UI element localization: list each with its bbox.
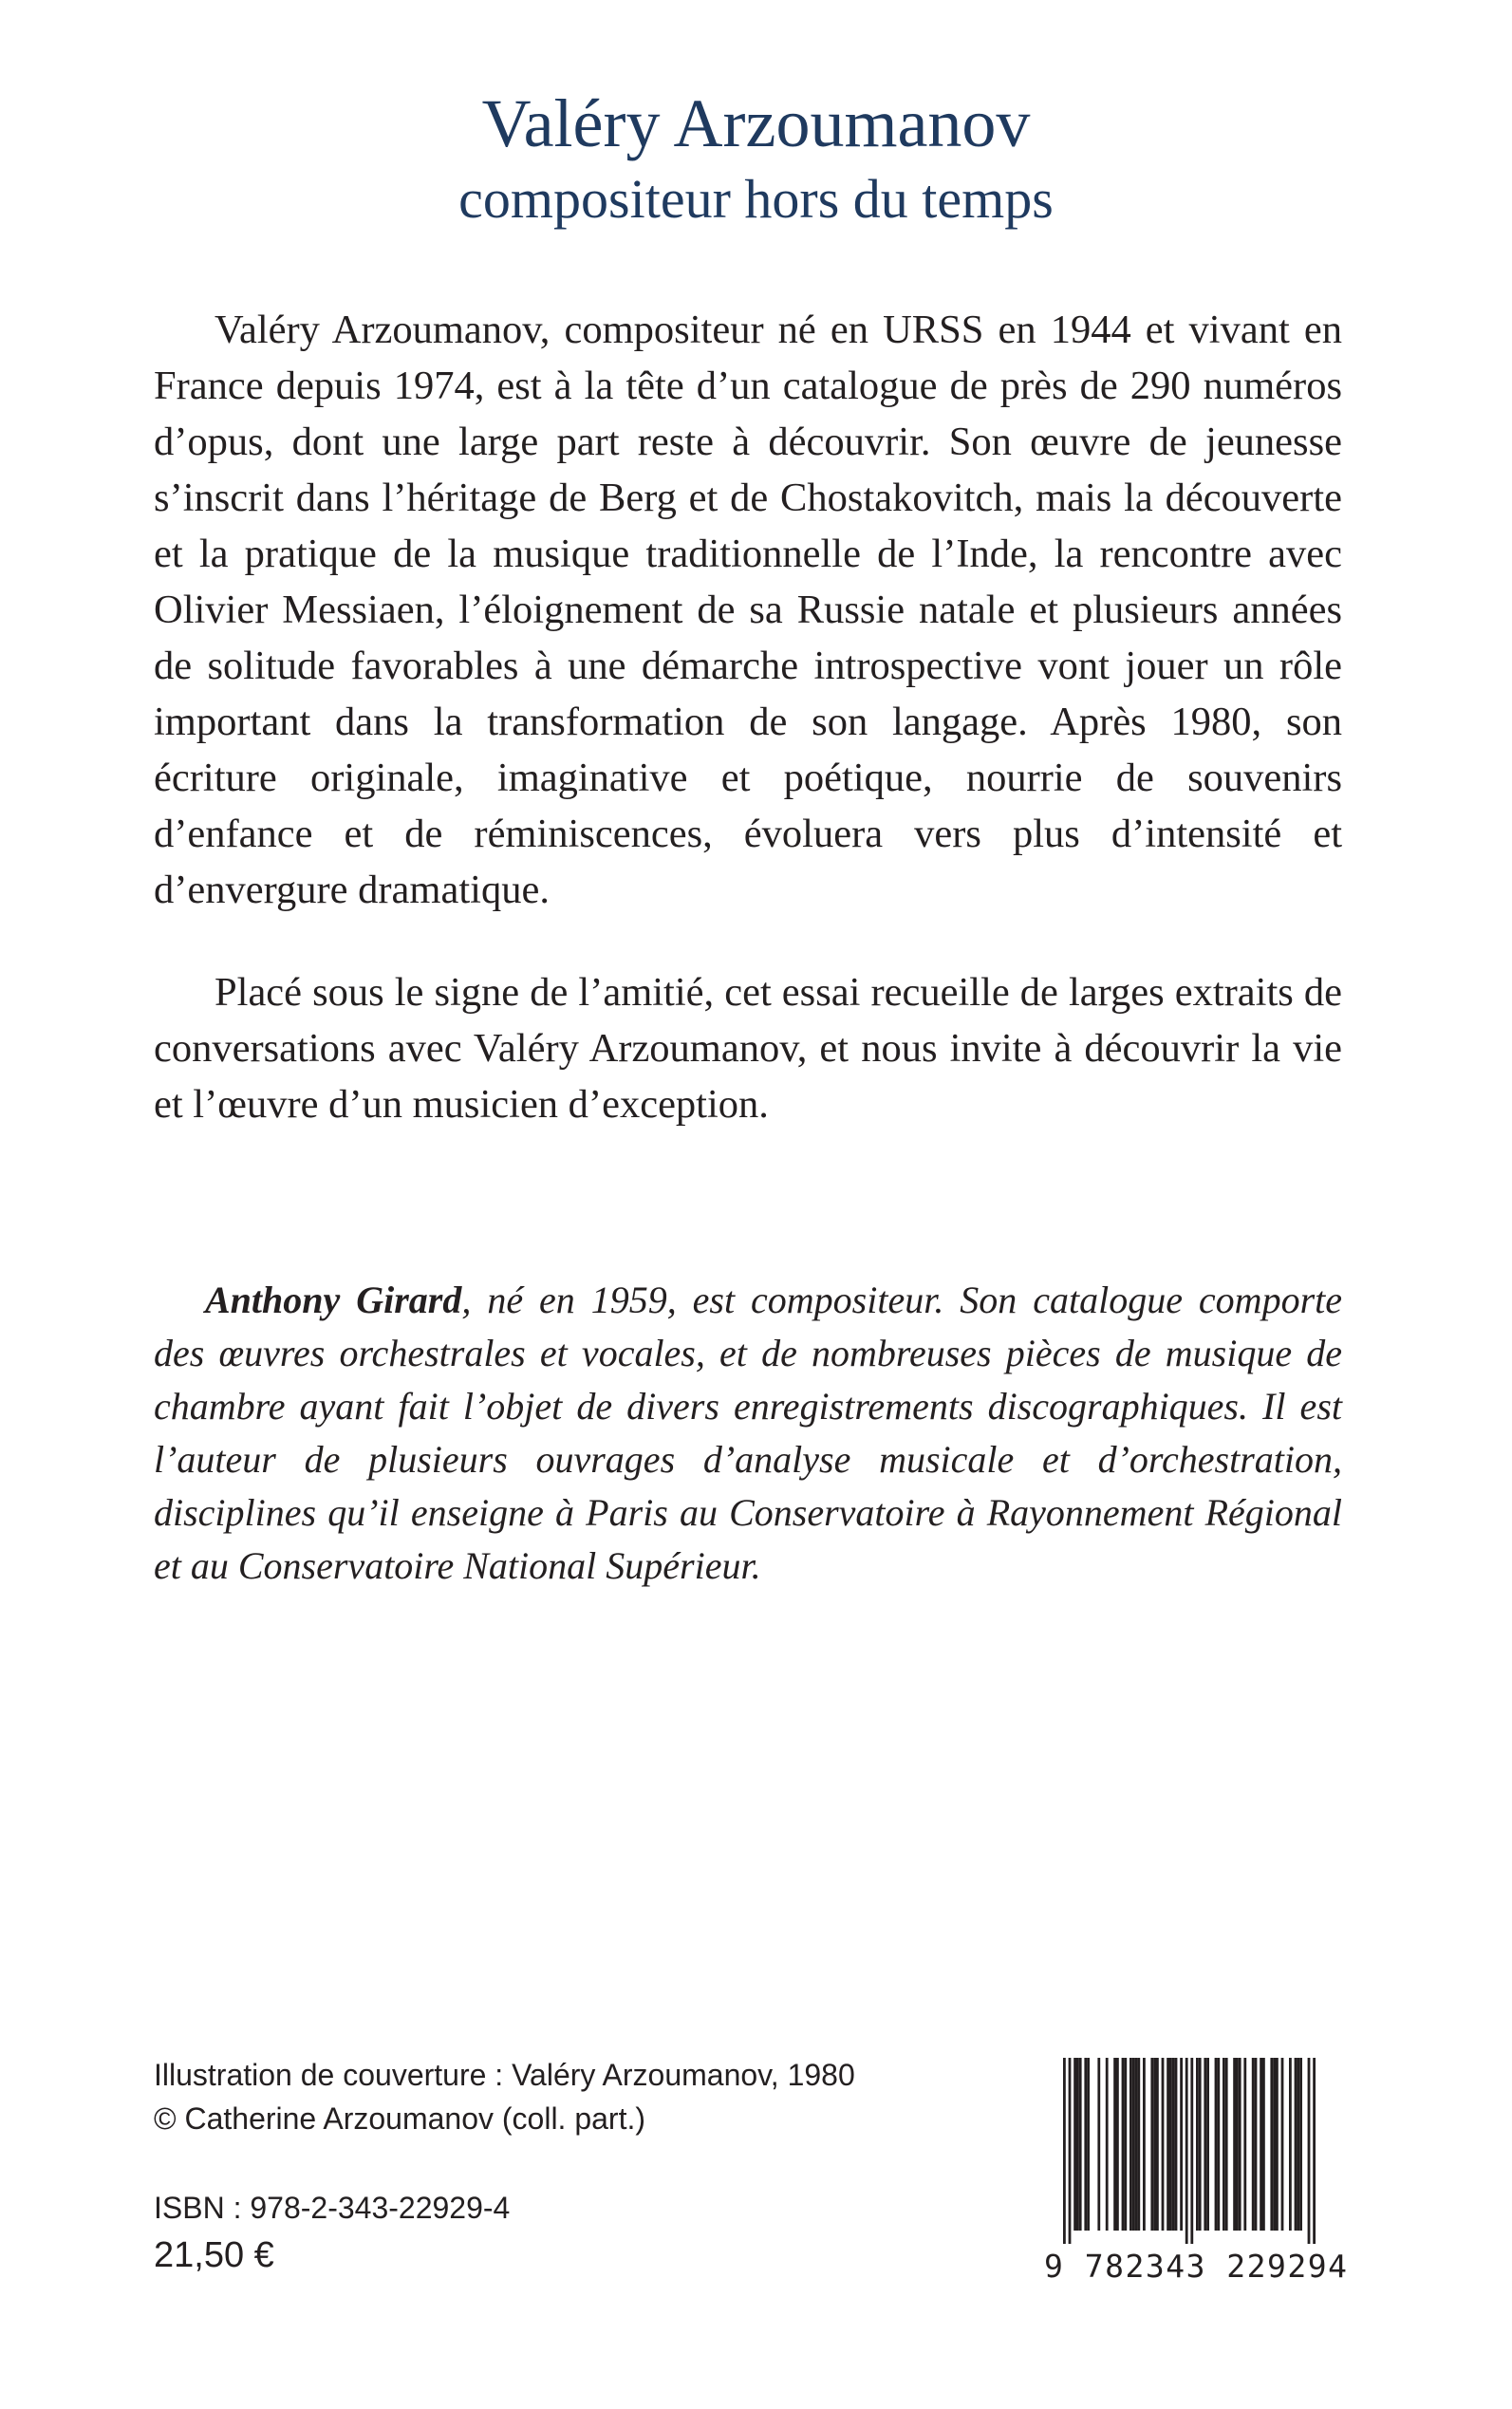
summary-paragraph-2: Placé sous le signe de l’amitié, cet essai recueille de larges extraits de conversations avec Valéry Arzoumanov, et nous invite à découvrir la vie et l’œuvre d’un musicien d’exception.	[154, 970, 1342, 1127]
barcode-bar	[1143, 2058, 1146, 2231]
barcode-bar	[1236, 2058, 1239, 2231]
barcode-bar	[1225, 2058, 1228, 2231]
barcode-bar	[1233, 2058, 1236, 2231]
barcode-digits: 9 782343 229294	[1044, 2248, 1349, 2285]
barcode-bar	[1243, 2058, 1246, 2231]
book-title: Valéry Arzoumanov	[481, 85, 1031, 161]
barcode-bar	[1270, 2058, 1273, 2231]
barcode-bar	[1262, 2058, 1265, 2231]
barcode-bar	[1297, 2058, 1299, 2231]
barcode-bar	[1190, 2058, 1193, 2244]
barcode-bar	[1199, 2058, 1202, 2231]
barcode-bar	[1079, 2058, 1082, 2231]
barcode-bar	[1295, 2058, 1297, 2231]
book-subtitle: compositeur hors du temps	[458, 168, 1054, 230]
author-bio-text: , né en 1959, est compositeur. Son catalogue comporte des œuvres orchestrales et vocales, et de nombreuses pièces de musique de chambre ayant fait l’objet de divers enregistrements discographiques. Il est l’auteur de plusieurs ouvrages d’analyse musicale et d’orchestration, disciplines qu’il enseigne à Paris au Conservatoire à Rayonnement Régional et au Conservatoire National Supérieur.	[154, 1279, 1343, 1587]
barcode-bar	[1156, 2058, 1159, 2231]
barcode-bar	[1124, 2058, 1127, 2231]
barcode-bar	[1063, 2058, 1066, 2244]
barcode-bar	[1276, 2058, 1279, 2231]
barcode	[1044, 2058, 1349, 2303]
barcode-bar	[1087, 2058, 1090, 2231]
barcode-bar	[1185, 2058, 1188, 2244]
isbn: ISBN : 978-2-343-22929-4	[154, 2191, 511, 2225]
barcode-bar	[1129, 2058, 1132, 2231]
title-block	[0, 84, 1512, 235]
barcode-bar	[1313, 2058, 1316, 2244]
barcode-bar	[1137, 2058, 1140, 2231]
barcode-bar	[1150, 2058, 1153, 2231]
price: 21,50 €	[154, 2235, 274, 2275]
barcode-bar	[1076, 2058, 1079, 2231]
barcode-bar	[1135, 2058, 1138, 2231]
author-bio	[154, 1274, 1342, 1593]
barcode-bar	[1175, 2058, 1178, 2231]
barcode-bar	[1299, 2058, 1302, 2231]
barcode-bar	[1132, 2058, 1135, 2231]
barcode-bar	[1289, 2058, 1292, 2231]
barcode-bars	[1044, 2058, 1334, 2248]
barcode-bar	[1153, 2058, 1156, 2231]
barcode-bar	[1308, 2058, 1311, 2244]
barcode-bar	[1167, 2058, 1169, 2231]
summary-paragraph-1: Valéry Arzoumanov, compositeur né en URSS en 1944 et vivant en France depuis 1974, est à la tête d’un catalogue de près de 290 numéros d’opus, dont une large part reste à découvrir. Son œuvre de jeunesse s’inscrit dans l’héritage de Berg et de Chostakovitch, mais la découverte et la pratique de la musique traditionnelle de l’Inde, la rencontre avec Olivier Messiaen, l’éloignement de sa Russie natale et plusieurs années de solitude favorables à une démarche introspective vont jouer un rôle important dans la transformation de son langage. Après 1980, son écriture originale, imaginative et poétique, nourrie de souvenirs d’enfance et de réminiscences, évoluera vers plus d’intensité et d’envergure dramatique.	[154, 308, 1342, 912]
barcode-bar	[1180, 2058, 1183, 2231]
barcode-bar	[1162, 2058, 1165, 2231]
copyright-credit: © Catherine Arzoumanov (coll. part.)	[154, 2101, 646, 2136]
barcode-bar	[1084, 2058, 1087, 2231]
barcode-bar	[1097, 2058, 1100, 2231]
barcode-bar	[1122, 2058, 1125, 2231]
barcode-bar	[1204, 2058, 1206, 2231]
barcode-bar	[1217, 2058, 1220, 2231]
barcode-bar	[1069, 2058, 1072, 2244]
barcode-bar	[1281, 2058, 1284, 2231]
barcode-bar	[1255, 2058, 1258, 2231]
barcode-bar	[1273, 2058, 1276, 2231]
barcode-bar	[1196, 2058, 1199, 2231]
barcode-bar	[1239, 2058, 1241, 2231]
barcode-bar	[1215, 2058, 1218, 2231]
barcode-bar	[1113, 2058, 1116, 2231]
barcode-bar	[1260, 2058, 1262, 2231]
barcode-bar	[1169, 2058, 1172, 2231]
barcode-bar	[1116, 2058, 1119, 2231]
barcode-bar	[1206, 2058, 1209, 2231]
barcode-bar	[1106, 2058, 1109, 2231]
barcode-bar	[1223, 2058, 1225, 2231]
barcode-bar	[1073, 2058, 1076, 2231]
illustration-credit: Illustration de couverture : Valéry Arzoumanov, 1980	[154, 2058, 855, 2092]
author-name: Anthony Girard	[205, 1279, 462, 1321]
barcode-bar	[1252, 2058, 1255, 2231]
barcode-bar	[1172, 2058, 1175, 2231]
